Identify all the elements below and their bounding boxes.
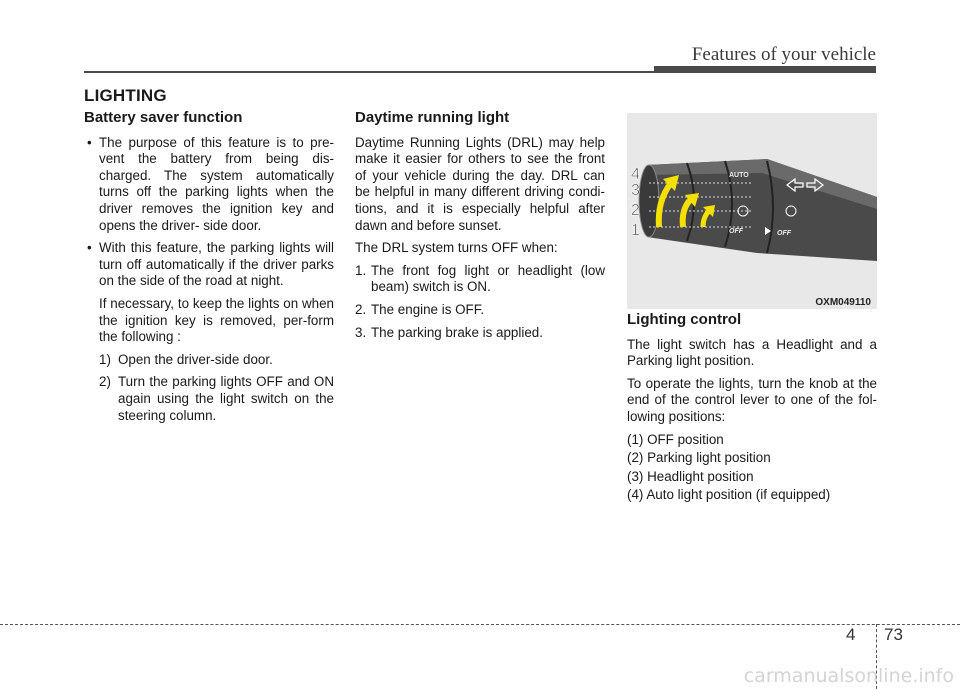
drl-intro: Daytime Running Lights (DRL) may help make it easier for others to see the front of your vehicle during the day. DRL can be helpful in many different driving condi-tions, and it is especially helpful after dawn and before sunset.	[355, 134, 605, 233]
battery-saver-heading: Battery saver function	[84, 109, 243, 126]
step-text: Open the driver-side door.	[118, 351, 273, 367]
battery-saver-note: If necessary, to keep the lights on when the ignition key is removed, per-form the following :	[99, 295, 334, 345]
position-label-2: 2	[631, 202, 640, 219]
lever-text-off-2: OFF	[777, 230, 791, 237]
position-label-1: 1	[631, 222, 640, 239]
bullet-item: • The purpose of this feature is to pre-vent the battery from being dis-charged. The system automatically turns off the parking lights when the driver removes the ignition key and opens the driver- side door.	[84, 135, 334, 235]
footer-divider	[0, 624, 960, 625]
figure-code: OXM049110	[815, 297, 871, 308]
lever-text-auto: AUTO	[729, 172, 749, 179]
watermark: carmanualsonline.info	[743, 665, 954, 687]
drl-heading: Daytime running light	[355, 109, 510, 126]
battery-saver-bullets	[84, 135, 334, 290]
drl-condition	[355, 325, 605, 342]
lever-text-off-1: OFF	[729, 228, 743, 235]
position-item: (2) Parking light position	[627, 450, 771, 466]
lighting-control-heading: Lighting control	[627, 311, 742, 328]
column-battery-saver	[84, 110, 334, 430]
lighting-control-p2: To operate the lights, turn the knob at the end of the control lever to one of the fol-lowing positions:	[627, 375, 877, 424]
position-item: (4) Auto light position (if equipped)	[627, 487, 831, 503]
step-item	[84, 374, 334, 424]
column-lighting-control	[627, 312, 877, 506]
drl-off-when: The DRL system turns OFF when:	[355, 240, 558, 256]
position-item: (1) OFF position	[627, 431, 724, 447]
header-rule-thick	[654, 66, 876, 73]
header-rule-thin	[84, 71, 654, 73]
drl-condition	[355, 263, 605, 296]
position-label-4: 4	[631, 166, 640, 183]
drl-condition	[355, 302, 605, 319]
step-item	[84, 352, 334, 369]
condition-number: 3.	[355, 324, 367, 340]
column-drl	[355, 110, 605, 347]
light-switch-illustration	[627, 113, 877, 309]
step-text: Turn the parking lights OFF and ON again using the light switch on the steering column.	[118, 374, 334, 423]
light-switch-figure	[627, 113, 877, 309]
step-number: 2)	[99, 374, 111, 390]
bullet-item: • With this feature, the parking lights will turn off automatically if the driver parks on the side of the road at night.	[84, 240, 334, 290]
step-number: 1)	[99, 351, 111, 367]
position-item: (3) Headlight position	[627, 468, 754, 484]
running-header-title: Features of your vehicle	[691, 44, 876, 65]
lighting-control-p1: The light switch has a Headlight and a Parking light position.	[627, 336, 877, 369]
chapter-number: 4	[846, 625, 856, 644]
position-label-3: 3	[631, 182, 640, 199]
condition-text: The front fog light or headlight (low beam) switch is ON.	[371, 262, 605, 295]
condition-text: The parking brake is applied.	[371, 324, 543, 340]
page-number: 73	[884, 625, 903, 644]
condition-text: The engine is OFF.	[371, 301, 485, 317]
condition-number: 2.	[355, 301, 367, 317]
section-heading: LIGHTING	[84, 86, 167, 105]
condition-number: 1.	[355, 262, 367, 278]
